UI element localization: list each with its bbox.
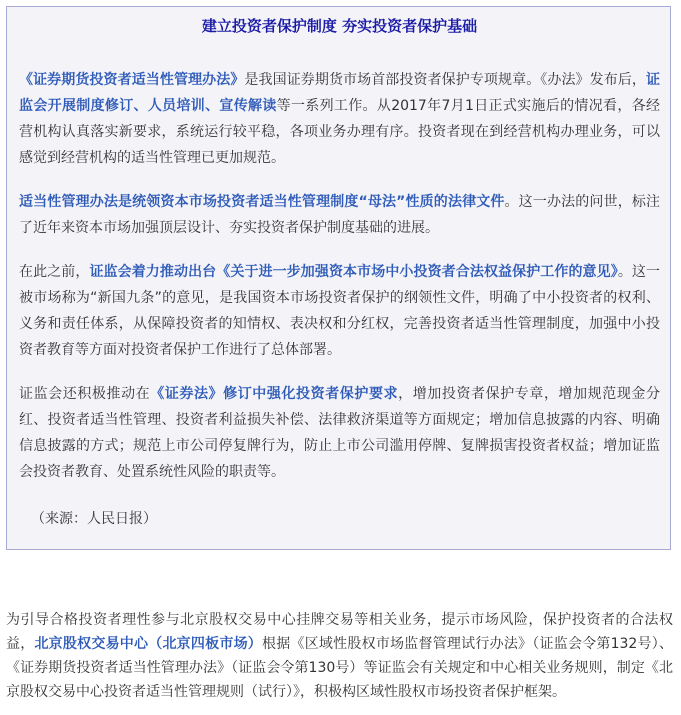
article-box xyxy=(6,6,671,550)
body-text: 证监会还积极推动在 xyxy=(19,386,151,402)
body-text: 是我国证券期货市场首部投资者保护专项规章。《办法》发布后， xyxy=(244,72,646,88)
highlight-text: 北京股权交易中心（北京四板市场） xyxy=(34,636,263,652)
outer-paragraph xyxy=(6,608,673,704)
paragraph-2 xyxy=(19,189,660,241)
body-text: ，增加投资者保护专章，增加规范现金分红、投资者适当性管理、投资者利益损失补偿、法律救济渠道等方面规定；增加信息披露的内容、明确信息披露的方式；规范上市公司停复牌行为，防止上市公司滥用停牌、复牌损害投资者权益；增加证监会投资者教育、处置系统性风险的职责等。 xyxy=(19,386,661,480)
body-text: 根据《区域性股权市场监督管理试行办法》（证监会令第132号）、《证券期货投资者适当性管理办法》（证监会令第130号）等证监会有关规定和中心相关业务规则，制定《北京股权交易中心投资者适当性管理规则（试行）》，积极构区域性股权市场投资者保护框架。 xyxy=(6,636,673,700)
source-note: （来源：人民日报） xyxy=(31,511,157,527)
paragraph-1 xyxy=(19,67,660,171)
highlight-text: 《证券法》修订中强化投资者保护要求 xyxy=(150,386,399,402)
highlight-text: 适当性管理办法是统领资本市场投资者适当性管理制度“母法”性质的法律文件 xyxy=(19,194,505,210)
body-text: 在此之前， xyxy=(19,264,90,280)
body-text: 。这一被市场称为“新国九条”的意见，是我国资本市场投资者保护的纲领性文件，明确了中小投资者的权利、义务和责任体系，从保障投资者的知情权、表决权和分红权，完善投资者适当性管理制度，加强中小投资者教育等方面对投资者保护工作进行了总体部署。 xyxy=(19,264,661,358)
paragraph-3 xyxy=(19,259,660,363)
body-text: 为引导合格投资者理性参与北京股权交易中心挂牌交易等相关业务，提示市场风险，保护投资者的合法权益， xyxy=(6,612,673,652)
article-title: 建立投资者保护制度 夯实投资者保护基础 xyxy=(201,17,478,35)
highlight-text: 证监会着力推动出台《关于进一步加强资本市场中小投资者合法权益保护工作的意见》 xyxy=(89,264,618,280)
paragraph-4 xyxy=(19,381,660,485)
highlight-text: 证监会开展制度修订、人员培训、宣传解读 xyxy=(19,72,660,114)
body-text: 等一系列工作。从2017年7月1日正式实施后的情况看，各经营机构认真落实新要求，系统运行较平稳，各项业务办理有序。投资者现在到经营机构办理业务，可以感觉到经营机构的适当性管理已更加规范。 xyxy=(19,98,660,166)
highlight-text: 《证券期货投资者适当性管理办法》 xyxy=(19,72,245,88)
body-text: 。这一办法的问世，标注了近年来资本市场加强顶层设计、夯实投资者保护制度基础的进展。 xyxy=(19,194,660,236)
